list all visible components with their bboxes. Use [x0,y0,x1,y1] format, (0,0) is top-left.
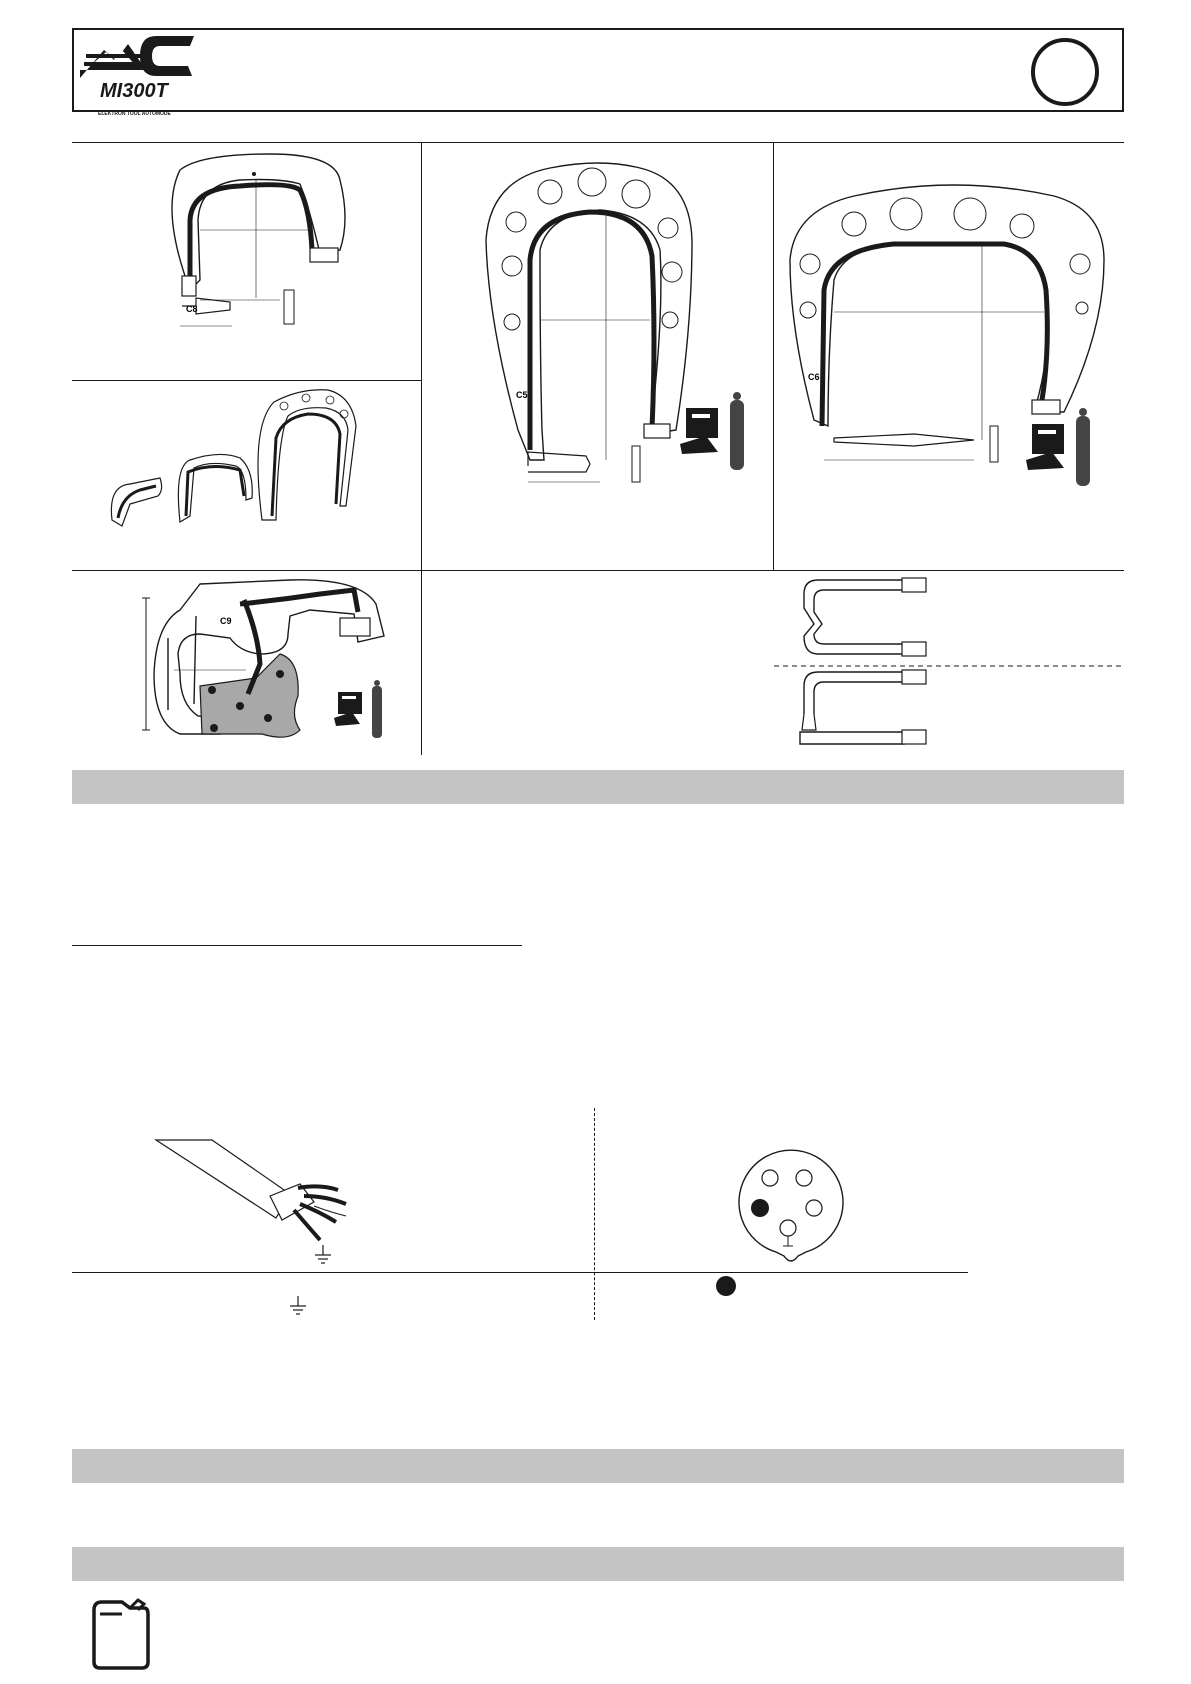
wiring-divider [594,1108,596,1320]
c-arm-tall-illustration [480,160,760,500]
wiring-base-line [72,1272,968,1273]
grid-line-top [72,142,1124,143]
grid-line-vert-1 [421,142,422,755]
logo-tagline: ELEKTRON TOOL AUTOMODE [98,111,171,117]
section-band-1 [72,770,1124,804]
header-frame [72,28,1124,112]
u-electrode-arms-illustration [774,574,1124,754]
three-gun-arms-illustration [100,386,400,566]
mountain-c-logo [76,30,196,117]
filled-pin-icon [716,1276,736,1296]
grid-line-mid [72,570,1124,571]
section-band-2 [72,1449,1124,1483]
frame-marking-c6: C6 [808,372,820,382]
grid-line-vert-2 [773,142,774,570]
grid-line-left-mid [72,380,421,381]
frame-marking-c9: C9 [220,616,232,626]
frame-marking-c5: C5 [516,390,528,400]
power-cable-illustration [150,1136,380,1266]
frame-marking-c8: C8 [186,304,198,314]
logo-brand-text: MI300T [100,80,168,102]
underline-rule [72,945,522,946]
jerrycan-icon [86,1596,152,1672]
c-arm-small-illustration [160,150,400,340]
ground-symbol-icon [288,1296,308,1316]
section-band-3 [72,1547,1124,1581]
language-badge [1031,38,1099,106]
plug-pin-layout-illustration [736,1148,846,1264]
c-arm-wide-illustration [784,180,1114,500]
ground-symbol-icon [313,1245,333,1265]
gun-body-illustration [140,574,400,754]
